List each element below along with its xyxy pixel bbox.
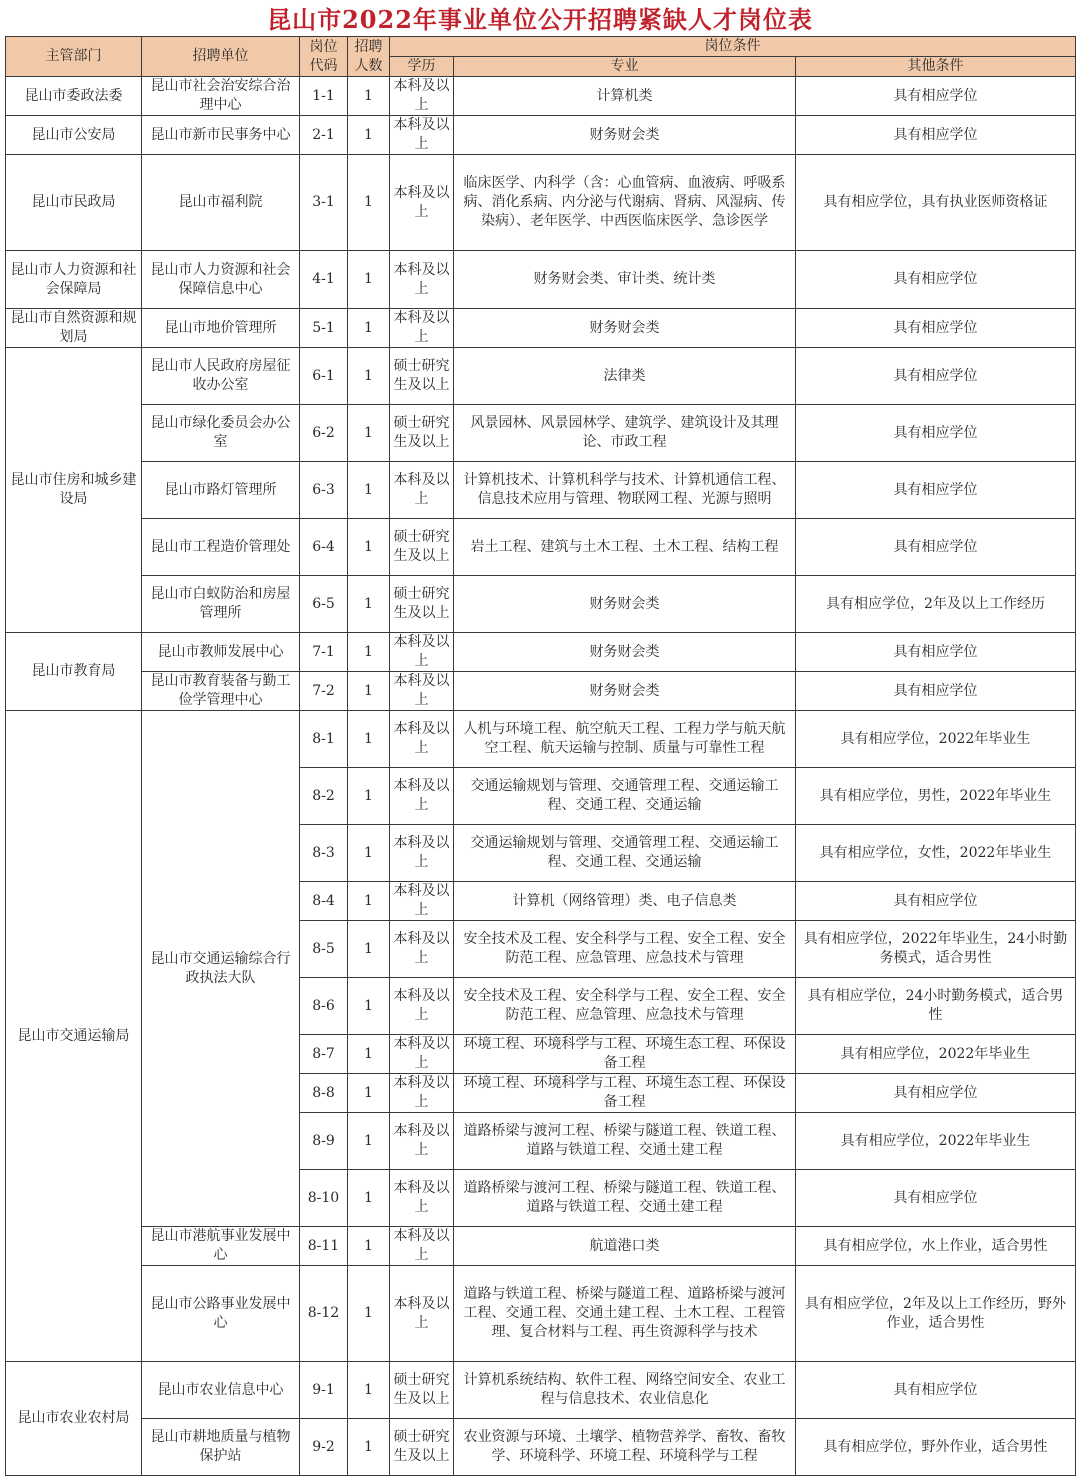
cell-count: 1 xyxy=(348,309,390,348)
cell-major: 财务财会类 xyxy=(454,309,796,348)
cell-code: 8-9 xyxy=(300,1113,348,1170)
cell-code: 8-6 xyxy=(300,978,348,1035)
cell-code: 7-1 xyxy=(300,633,348,672)
cell-edu: 硕士研究生及以上 xyxy=(390,519,454,576)
cell-code: 4-1 xyxy=(300,251,348,309)
cell-other: 具有相应学位 xyxy=(796,251,1076,309)
cell-major: 航道港口类 xyxy=(454,1227,796,1266)
cell-major: 岩土工程、建筑与土木工程、土木工程、结构工程 xyxy=(454,519,796,576)
cell-edu: 硕士研究生及以上 xyxy=(390,1362,454,1419)
cell-major: 环境工程、环境科学与工程、环境生态工程、环保设备工程 xyxy=(454,1035,796,1074)
cell-edu: 本科及以上 xyxy=(390,462,454,519)
header-major: 专业 xyxy=(454,57,796,77)
cell-count: 1 xyxy=(348,1074,390,1113)
cell-dept: 昆山市教育局 xyxy=(6,633,142,711)
cell-code: 8-10 xyxy=(300,1170,348,1227)
cell-unit: 昆山市交通运输综合行政执法大队 xyxy=(142,711,300,1227)
cell-major: 道路桥梁与渡河工程、桥梁与隧道工程、铁道工程、道路与铁道工程、交通土建工程 xyxy=(454,1113,796,1170)
cell-count: 1 xyxy=(348,1362,390,1419)
cell-unit: 昆山市公路事业发展中心 xyxy=(142,1266,300,1362)
cell-unit: 昆山市地价管理所 xyxy=(142,309,300,348)
cell-count: 1 xyxy=(348,77,390,116)
table-row xyxy=(6,77,1076,116)
cell-other: 具有相应学位，24小时勤务模式，适合男性 xyxy=(796,978,1076,1035)
table-row xyxy=(6,519,1076,576)
header-code: 岗位代码 xyxy=(300,37,348,77)
cell-dept: 昆山市交通运输局 xyxy=(6,711,142,1362)
table-row xyxy=(6,1227,1076,1266)
cell-unit: 昆山市人力资源和社会保障信息中心 xyxy=(142,251,300,309)
cell-major: 交通运输规划与管理、交通管理工程、交通运输工程、交通工程、交通运输 xyxy=(454,825,796,882)
cell-edu: 本科及以上 xyxy=(390,251,454,309)
cell-edu: 本科及以上 xyxy=(390,116,454,155)
cell-count: 1 xyxy=(348,1266,390,1362)
cell-major: 计算机（网络管理）类、电子信息类 xyxy=(454,882,796,921)
cell-edu: 本科及以上 xyxy=(390,921,454,978)
cell-edu: 本科及以上 xyxy=(390,768,454,825)
cell-unit: 昆山市教育装备与勤工俭学管理中心 xyxy=(142,672,300,711)
cell-unit: 昆山市福利院 xyxy=(142,155,300,251)
cell-edu: 本科及以上 xyxy=(390,825,454,882)
cell-unit: 昆山市教师发展中心 xyxy=(142,633,300,672)
cell-other: 具有相应学位，2年及以上工作经历，野外作业，适合男性 xyxy=(796,1266,1076,1362)
cell-dept: 昆山市委政法委 xyxy=(6,77,142,116)
cell-edu: 本科及以上 xyxy=(390,77,454,116)
table-row xyxy=(6,1266,1076,1362)
cell-major: 计算机类 xyxy=(454,77,796,116)
cell-dept: 昆山市自然资源和规划局 xyxy=(6,309,142,348)
cell-code: 6-5 xyxy=(300,576,348,633)
job-table xyxy=(5,36,1076,1476)
cell-edu: 本科及以上 xyxy=(390,1035,454,1074)
cell-count: 1 xyxy=(348,519,390,576)
header-other: 其他条件 xyxy=(796,57,1076,77)
table-row xyxy=(6,711,1076,768)
cell-count: 1 xyxy=(348,116,390,155)
cell-edu: 本科及以上 xyxy=(390,978,454,1035)
cell-edu: 本科及以上 xyxy=(390,1074,454,1113)
cell-code: 2-1 xyxy=(300,116,348,155)
cell-unit: 昆山市社会治安综合治理中心 xyxy=(142,77,300,116)
header-conditions: 岗位条件 xyxy=(390,37,1076,57)
cell-edu: 本科及以上 xyxy=(390,1113,454,1170)
cell-major: 财务财会类 xyxy=(454,116,796,155)
cell-other: 具有相应学位 xyxy=(796,462,1076,519)
cell-major: 人机与环境工程、航空航天工程、工程力学与航天航空工程、航天运输与控制、质量与可靠性工程 xyxy=(454,711,796,768)
cell-count: 1 xyxy=(348,462,390,519)
cell-major: 计算机系统结构、软件工程、网络空间安全、农业工程与信息技术、农业信息化 xyxy=(454,1362,796,1419)
cell-other: 具有相应学位，2年及以上工作经历 xyxy=(796,576,1076,633)
table-row xyxy=(6,251,1076,309)
cell-code: 6-1 xyxy=(300,348,348,405)
cell-unit: 昆山市农业信息中心 xyxy=(142,1362,300,1419)
cell-major: 风景园林、风景园林学、建筑学、建筑设计及其理论、市政工程 xyxy=(454,405,796,462)
cell-edu: 本科及以上 xyxy=(390,1266,454,1362)
cell-other: 具有相应学位 xyxy=(796,348,1076,405)
table-row xyxy=(6,1419,1076,1476)
cell-other: 具有相应学位 xyxy=(796,633,1076,672)
cell-code: 9-1 xyxy=(300,1362,348,1419)
cell-major: 安全技术及工程、安全科学与工程、安全工程、安全防范工程、应急管理、应急技术与管理 xyxy=(454,921,796,978)
cell-major: 计算机技术、计算机科学与技术、计算机通信工程、信息技术应用与管理、物联网工程、光源与照明 xyxy=(454,462,796,519)
cell-unit: 昆山市港航事业发展中心 xyxy=(142,1227,300,1266)
cell-count: 1 xyxy=(348,1419,390,1476)
cell-edu: 本科及以上 xyxy=(390,633,454,672)
cell-major: 交通运输规划与管理、交通管理工程、交通运输工程、交通工程、交通运输 xyxy=(454,768,796,825)
cell-code: 6-2 xyxy=(300,405,348,462)
cell-edu: 本科及以上 xyxy=(390,711,454,768)
cell-other: 具有相应学位 xyxy=(796,1170,1076,1227)
cell-major: 财务财会类 xyxy=(454,672,796,711)
cell-code: 8-2 xyxy=(300,768,348,825)
cell-count: 1 xyxy=(348,251,390,309)
cell-other: 具有相应学位 xyxy=(796,405,1076,462)
cell-other: 具有相应学位 xyxy=(796,309,1076,348)
cell-code: 8-11 xyxy=(300,1227,348,1266)
cell-other: 具有相应学位 xyxy=(796,1362,1076,1419)
cell-unit: 昆山市人民政府房屋征收办公室 xyxy=(142,348,300,405)
cell-other: 具有相应学位，具有执业医师资格证 xyxy=(796,155,1076,251)
cell-other: 具有相应学位，男性，2022年毕业生 xyxy=(796,768,1076,825)
table-row xyxy=(6,348,1076,405)
header-dept: 主管部门 xyxy=(6,37,142,77)
cell-dept: 昆山市民政局 xyxy=(6,155,142,251)
cell-edu: 本科及以上 xyxy=(390,1170,454,1227)
cell-count: 1 xyxy=(348,155,390,251)
cell-code: 6-4 xyxy=(300,519,348,576)
cell-unit: 昆山市工程造价管理处 xyxy=(142,519,300,576)
cell-code: 8-8 xyxy=(300,1074,348,1113)
cell-count: 1 xyxy=(348,978,390,1035)
cell-edu: 本科及以上 xyxy=(390,155,454,251)
table-row xyxy=(6,462,1076,519)
cell-dept: 昆山市农业农村局 xyxy=(6,1362,142,1476)
cell-count: 1 xyxy=(348,825,390,882)
cell-code: 8-5 xyxy=(300,921,348,978)
cell-count: 1 xyxy=(348,1227,390,1266)
table-row xyxy=(6,672,1076,711)
cell-major: 法律类 xyxy=(454,348,796,405)
cell-code: 8-7 xyxy=(300,1035,348,1074)
cell-code: 8-3 xyxy=(300,825,348,882)
table-row xyxy=(6,1362,1076,1419)
cell-count: 1 xyxy=(348,672,390,711)
cell-edu: 硕士研究生及以上 xyxy=(390,576,454,633)
cell-code: 1-1 xyxy=(300,77,348,116)
cell-unit: 昆山市路灯管理所 xyxy=(142,462,300,519)
cell-edu: 本科及以上 xyxy=(390,882,454,921)
cell-other: 具有相应学位，2022年毕业生 xyxy=(796,711,1076,768)
cell-count: 1 xyxy=(348,348,390,405)
table-row xyxy=(6,633,1076,672)
cell-dept: 昆山市人力资源和社会保障局 xyxy=(6,251,142,309)
cell-count: 1 xyxy=(348,1035,390,1074)
cell-edu: 硕士研究生及以上 xyxy=(390,1419,454,1476)
cell-other: 具有相应学位，2022年毕业生，24小时勤务模式，适合男性 xyxy=(796,921,1076,978)
cell-other: 具有相应学位，野外作业，适合男性 xyxy=(796,1419,1076,1476)
cell-other: 具有相应学位 xyxy=(796,882,1076,921)
cell-code: 7-2 xyxy=(300,672,348,711)
cell-other: 具有相应学位 xyxy=(796,116,1076,155)
cell-code: 5-1 xyxy=(300,309,348,348)
table-header xyxy=(6,37,1076,77)
cell-edu: 本科及以上 xyxy=(390,309,454,348)
cell-code: 8-1 xyxy=(300,711,348,768)
page-title: 昆山市2022年事业单位公开招聘紧缺人才岗位表 xyxy=(267,5,813,34)
cell-major: 财务财会类 xyxy=(454,633,796,672)
table-row xyxy=(6,576,1076,633)
cell-edu: 硕士研究生及以上 xyxy=(390,348,454,405)
cell-unit: 昆山市绿化委员会办公室 xyxy=(142,405,300,462)
cell-edu: 本科及以上 xyxy=(390,672,454,711)
cell-major: 财务财会类 xyxy=(454,576,796,633)
cell-major: 农业资源与环境、土壤学、植物营养学、畜牧、畜牧学、环境科学、环境工程、环境科学与工程 xyxy=(454,1419,796,1476)
cell-count: 1 xyxy=(348,882,390,921)
cell-code: 8-12 xyxy=(300,1266,348,1362)
cell-other: 具有相应学位 xyxy=(796,672,1076,711)
cell-edu: 硕士研究生及以上 xyxy=(390,405,454,462)
cell-other: 具有相应学位，女性，2022年毕业生 xyxy=(796,825,1076,882)
cell-other: 具有相应学位 xyxy=(796,519,1076,576)
header-edu: 学历 xyxy=(390,57,454,77)
cell-unit: 昆山市白蚁防治和房屋管理所 xyxy=(142,576,300,633)
cell-count: 1 xyxy=(348,405,390,462)
cell-count: 1 xyxy=(348,633,390,672)
cell-major: 临床医学、内科学（含：心血管病、血液病、呼吸系病、消化系病、内分泌与代谢病、肾病、风湿病、传染病）、老年医学、中西医临床医学、急诊医学 xyxy=(454,155,796,251)
cell-other: 具有相应学位 xyxy=(796,1074,1076,1113)
cell-count: 1 xyxy=(348,1170,390,1227)
cell-major: 道路桥梁与渡河工程、桥梁与隧道工程、铁道工程、道路与铁道工程、交通土建工程 xyxy=(454,1170,796,1227)
cell-other: 具有相应学位，2022年毕业生 xyxy=(796,1035,1076,1074)
cell-edu: 本科及以上 xyxy=(390,1227,454,1266)
cell-count: 1 xyxy=(348,768,390,825)
cell-other: 具有相应学位 xyxy=(796,77,1076,116)
cell-unit: 昆山市耕地质量与植物保护站 xyxy=(142,1419,300,1476)
cell-major: 财务财会类、审计类、统计类 xyxy=(454,251,796,309)
cell-major: 安全技术及工程、安全科学与工程、安全工程、安全防范工程、应急管理、应急技术与管理 xyxy=(454,978,796,1035)
table-row xyxy=(6,405,1076,462)
cell-count: 1 xyxy=(348,711,390,768)
header-unit: 招聘单位 xyxy=(142,37,300,77)
cell-count: 1 xyxy=(348,1113,390,1170)
cell-dept: 昆山市住房和城乡建设局 xyxy=(6,348,142,633)
cell-code: 6-3 xyxy=(300,462,348,519)
cell-code: 3-1 xyxy=(300,155,348,251)
cell-code: 8-4 xyxy=(300,882,348,921)
table-row xyxy=(6,116,1076,155)
table-body xyxy=(6,77,1076,1476)
cell-code: 9-2 xyxy=(300,1419,348,1476)
cell-other: 具有相应学位，2022年毕业生 xyxy=(796,1113,1076,1170)
table-row xyxy=(6,155,1076,251)
cell-dept: 昆山市公安局 xyxy=(6,116,142,155)
table-row xyxy=(6,309,1076,348)
cell-major: 环境工程、环境科学与工程、环境生态工程、环保设备工程 xyxy=(454,1074,796,1113)
header-count: 招聘人数 xyxy=(348,37,390,77)
cell-unit: 昆山市新市民事务中心 xyxy=(142,116,300,155)
cell-other: 具有相应学位，水上作业，适合男性 xyxy=(796,1227,1076,1266)
cell-major: 道路与铁道工程、桥梁与隧道工程、道路桥梁与渡河工程、交通工程、交通土建工程、土木工程、工程管理、复合材料与工程、再生资源科学与技术 xyxy=(454,1266,796,1362)
cell-count: 1 xyxy=(348,576,390,633)
cell-count: 1 xyxy=(348,921,390,978)
